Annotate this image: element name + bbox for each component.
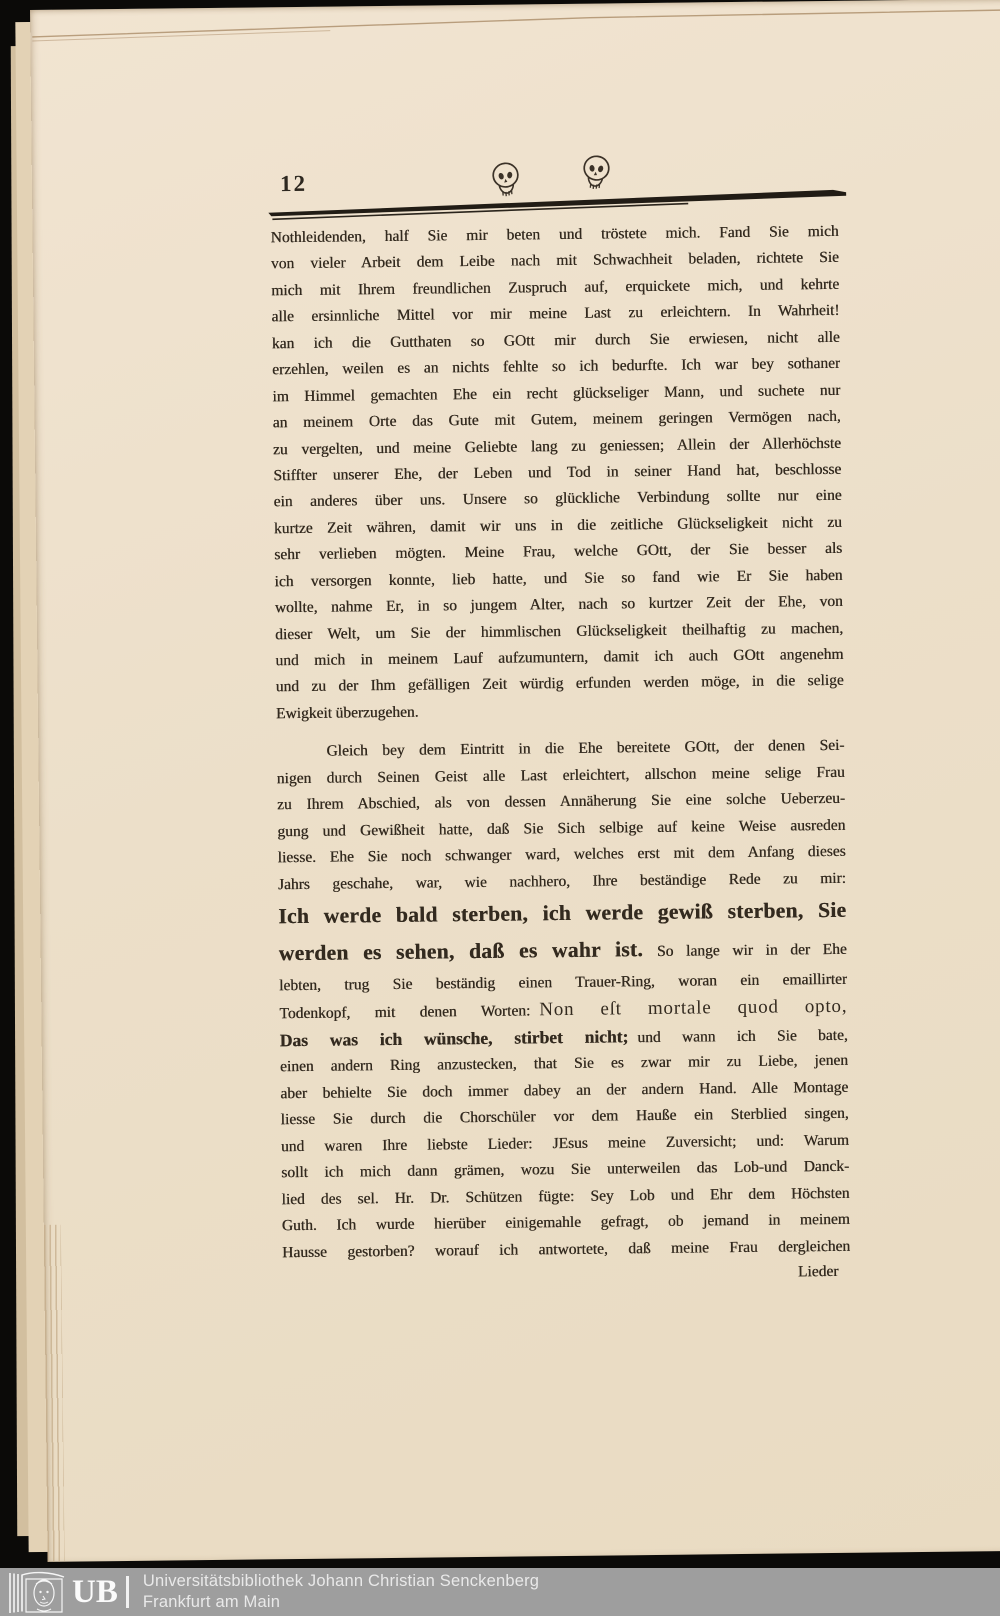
- text-run: und wann ich Sie bate,: [637, 1026, 848, 1047]
- text-line: nigen durch Seinen Geist alle Last erleichtert, allschon meine selige Frau: [276, 763, 845, 787]
- text-line: ich versorgen konnte, lieb hatte, und Sie so fand wie Er Sie haben: [274, 566, 843, 590]
- text-line: Nothleidenden, half Sie mir beten und tröstete mich. Fand Sie mich: [270, 222, 839, 247]
- library-city: Frankfurt am Main: [142, 1593, 281, 1611]
- header-rule: [268, 187, 848, 222]
- text-line: lied des sel. Hr. Dr. Schützen fügte: Sey Lob und Ehr dem Höchsten: [281, 1184, 850, 1208]
- emphasized-text: Das was ich wünsche, stirbet nicht;: [279, 1026, 629, 1051]
- text-line: gung und Gewißheit hatte, daß Sie Sich selbige auf keine Weise ausreden: [277, 816, 846, 840]
- text-line: aber behielte Sie doch immer dabey an der andern Hand. Alle Montage: [280, 1078, 849, 1103]
- library-name: Universitätsbibliothek Johann Christian Senckenberg: [142, 1572, 540, 1590]
- text-line: Guth. Ich wurde hierüber einigemahle gefragt, ob jemand in meinem: [281, 1210, 850, 1235]
- text-line: und waren Ihre liebste Lieder: JEsus meine Zuversicht; und: Warum: [280, 1131, 849, 1155]
- text-line: zu Ihrem Abschied, als von dessen Annäherung Sie eine solche Ueberzeu-: [276, 789, 846, 814]
- text-line: lebten, trug Sie beständig einen Trauer-Ring, woran ein emaillirter: [278, 970, 848, 995]
- text-line: an meinem Orte das Gute mit Gutem, meinem geringen Vermögen nach,: [272, 407, 841, 432]
- text-line: liesse. Ehe Sie noch schwanger ward, welches erst mit dem Anfang dieses: [277, 842, 846, 867]
- page-stack-edges: [44, 1225, 65, 1562]
- text-line: erzehlen, weilen es an nichts fehlte so ich bedurfte. Ich war bey sothaner: [272, 355, 841, 379]
- ub-logo-text: UB: [72, 1574, 118, 1610]
- text-line: ein anderes über uns. Unsere so glückliche Verbindung sollte nur eine: [273, 487, 842, 511]
- text-line: und zu der Ihm gefälligen Zeit würdig erfunden werden möge, in die selige: [275, 672, 844, 696]
- text-line: Hausse gestorben? worauf ich antwortete, daß meine Frau dergleichen: [282, 1237, 851, 1261]
- text-line: liesse Sie durch die Chorschüler vor dem Hauße ein Sterblied singen,: [280, 1105, 849, 1129]
- text-line: einen andern Ring anzustecken, that Sie es zwar mir zu Liebe, jenen: [279, 1052, 849, 1076]
- text-line: sollt ich mich dann grämen, wozu Sie unterweilen das Lob-und Danck-: [281, 1157, 850, 1182]
- text-line: zu vergelten, und meine Geliebte lang zu geniessen; Allein der Allerhöchste: [272, 434, 842, 458]
- text-line: alle ersinnliche Mittel vor mir meine Last zu erleichtern. In Wahrheit!: [271, 302, 840, 326]
- catchword: Lieder: [797, 1262, 839, 1281]
- emphasized-line: [279, 929, 847, 972]
- text-line: Ewigkeit überzugehen.: [275, 703, 419, 723]
- text-line: von vieler Arbeit dem Leibe nach mit Schwachheit beladen, richtete Sie: [270, 249, 839, 273]
- library-footer-bar: [0, 1568, 1000, 1616]
- latin-motto: Non eſt mortale quod opto,: [539, 996, 848, 1021]
- text-run: Todenkopf, mit denen Worten:: [279, 1002, 531, 1023]
- text-run: So lange wir in der Ehe: [656, 940, 847, 960]
- text-line: wollte, nahme Er, in so jungem Alter, nach so kurtzer Zeit der Ehe, von: [274, 592, 843, 617]
- text-block: [270, 219, 850, 1290]
- library-label: [143, 1571, 539, 1613]
- text-line: Jahrs geschahe, war, wie nachhero, Ihre beständige Rede zu mir:: [277, 869, 846, 893]
- footer-divider: [126, 1576, 129, 1608]
- text-line: dieser Welt, um Sie der himmlischen Glückseligkeit theilhaftig zu machen,: [275, 619, 844, 643]
- paragraph: [270, 219, 844, 728]
- emphasized-line: Ich werde bald sterben, ich werde gewiß sterben, Sie: [278, 897, 847, 929]
- text-line: Gleich bey dem Eintritt in die Ehe bereitete GOtt, der denen Sei-: [326, 737, 845, 760]
- book-page: [30, 0, 1000, 1562]
- emphasized-text: werden es sehen, daß es wahr ist.: [278, 937, 644, 966]
- text-line: mich mit Ihrem freundlichen Zuspruch auf, erquickete mich, und kehrte: [271, 275, 840, 300]
- text-line: sehr verlieben mögten. Meine Frau, welche GOtt, der Sie besser als: [274, 540, 843, 564]
- text-line: und mich in meinem Lauf aufzumuntern, damit ich auch GOtt angenehm: [275, 645, 844, 670]
- page-number: 12: [279, 170, 308, 197]
- text-line: im Himmel gemachten Ehe ein recht glückseliger Mann, und suchete nur: [272, 381, 841, 405]
- paragraph: [276, 733, 850, 1290]
- text-line: kurtze Zeit währen, damit wir uns in die zeitliche Glückseligkeit nicht zu: [273, 513, 842, 538]
- text-line: Stiffter unserer Ehe, der Leben und Tod in seiner Hand hat, beschlosse: [273, 460, 842, 485]
- page-crease: [30, 0, 1000, 60]
- text-line: kan ich die Gutthaten so GOtt mir durch Sie erwiesen, nicht alle: [271, 328, 840, 353]
- library-logo-icon: [6, 1569, 70, 1615]
